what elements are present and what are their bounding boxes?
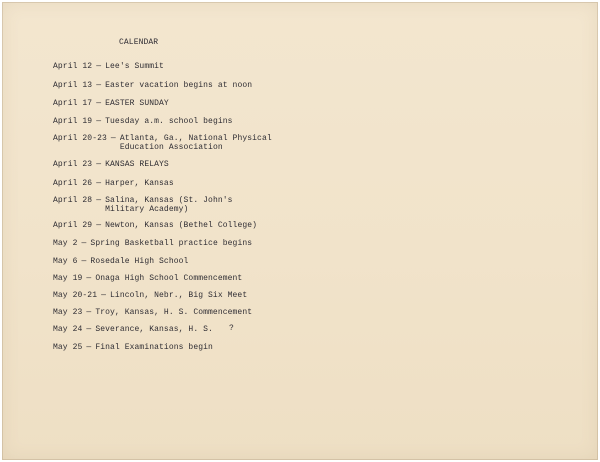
entry-description [95, 325, 213, 334]
calendar-entry [53, 274, 242, 283]
entry-separator: — [96, 221, 102, 230]
calendar-entry [53, 160, 169, 169]
calendar-entry [53, 257, 188, 266]
entry-date: April 20-23 [53, 134, 107, 143]
entry-line: Harper, Kansas [105, 179, 174, 188]
calendar-entry [53, 179, 174, 188]
entry-date: April 19 [53, 117, 93, 126]
entry-line: Education Association [119, 143, 223, 152]
entry-description [105, 179, 174, 188]
entry-description [110, 291, 247, 300]
entry-separator: — [81, 239, 87, 248]
entry-description [95, 274, 242, 283]
entry-description [95, 343, 213, 352]
entry-separator: — [86, 274, 92, 283]
calendar-entry [53, 343, 213, 352]
entry-separator: — [110, 134, 116, 143]
entry-separator: — [96, 117, 102, 126]
calendar-entry [53, 325, 213, 334]
entry-line: Military Academy) [105, 205, 189, 214]
entry-line: Tuesday a.m. school begins [105, 117, 233, 126]
entry-separator: — [86, 343, 92, 352]
entry-description [95, 308, 252, 317]
entry-separator: — [96, 179, 102, 188]
calendar-entry [53, 221, 257, 230]
entry-description [105, 99, 169, 108]
entry-description [105, 117, 232, 126]
entry-line: Rosedale High School [90, 257, 189, 266]
document-page [2, 2, 598, 460]
entry-date: May 25 [53, 343, 83, 352]
entry-date: May 19 [53, 274, 83, 283]
entry-description [105, 160, 169, 169]
entry-separator: — [86, 308, 92, 317]
entry-date: April 23 [53, 160, 93, 169]
entry-description [105, 221, 257, 230]
entry-description [105, 196, 232, 214]
calendar-entry [53, 62, 164, 71]
entry-date: May 20-21 [53, 291, 98, 300]
margin-question-mark: ? [229, 324, 234, 333]
entry-line: Onaga High School Commencement [95, 274, 243, 283]
document-title: CALENDAR [119, 38, 159, 47]
entry-date: April 17 [53, 99, 93, 108]
entry-date: May 24 [53, 325, 83, 334]
entry-date: May 6 [53, 257, 78, 266]
entry-separator: — [96, 81, 102, 90]
entry-separator: — [96, 160, 102, 169]
entry-date: April 26 [53, 179, 93, 188]
entry-line: Salina, Kansas (St. John's [105, 196, 233, 205]
entry-line: Spring Basketball practice begins [90, 239, 253, 248]
entry-separator: — [86, 325, 92, 334]
entry-date: April 12 [53, 62, 93, 71]
calendar-entry [53, 99, 169, 108]
entry-line: Atlanta, Ga., National Physical [119, 134, 272, 143]
calendar-entry [53, 134, 272, 152]
entry-line: Troy, Kansas, H. S. Commencement [95, 308, 253, 317]
entry-date: April 28 [53, 196, 93, 205]
entry-line: Final Examinations begin [95, 343, 213, 352]
calendar-entry [53, 291, 247, 300]
calendar-entry [53, 81, 252, 90]
entry-description [105, 81, 252, 90]
entry-separator: — [96, 62, 102, 71]
calendar-entry [53, 308, 252, 317]
entry-separator: — [96, 99, 102, 108]
entry-line: Lincoln, Nebr., Big Six Meet [110, 291, 248, 300]
entry-description [120, 134, 272, 152]
entry-separator: — [96, 196, 102, 205]
entry-line: EASTER SUNDAY [105, 99, 169, 108]
entry-separator: — [81, 257, 87, 266]
entry-date: May 23 [53, 308, 83, 317]
entry-description [105, 62, 164, 71]
calendar-entry [53, 239, 252, 248]
entry-separator: — [101, 291, 107, 300]
entry-description [90, 239, 252, 248]
entry-line: Severance, Kansas, H. S. [95, 325, 213, 334]
entry-date: April 13 [53, 81, 93, 90]
entry-date: May 2 [53, 239, 78, 248]
entry-date: April 29 [53, 221, 93, 230]
entry-description [90, 257, 188, 266]
calendar-entry [53, 196, 233, 214]
entry-line: KANSAS RELAYS [105, 160, 169, 169]
entry-line: Easter vacation begins at noon [105, 81, 253, 90]
calendar-entry [53, 117, 233, 126]
entry-line: Newton, Kansas (Bethel College) [105, 221, 258, 230]
entry-line: Lee's Summit [105, 62, 164, 71]
